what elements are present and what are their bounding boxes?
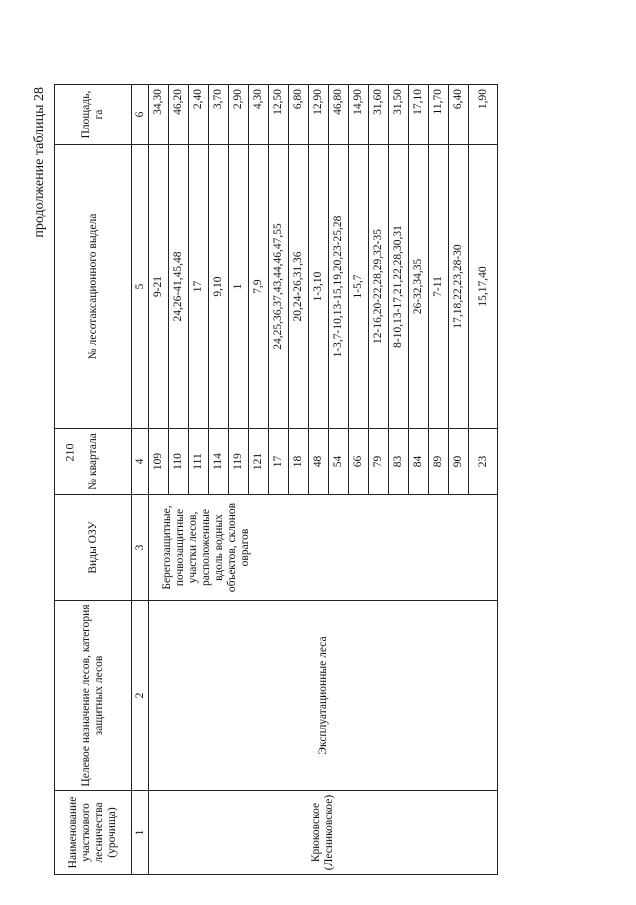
area-cell: 31,50 (389, 85, 409, 145)
plots-cell: 9,10 (209, 145, 229, 429)
header-row (55, 85, 132, 875)
plots-cell: 1-3,7-10,13-15,19,20,23-25,28 (329, 145, 349, 429)
header-quarter: № квартала (55, 429, 132, 495)
column-number: 5 (132, 145, 149, 429)
quarter-cell: 17 (269, 429, 289, 495)
plots-cell: 12-16,20-22,28,29,32-35 (369, 145, 389, 429)
quarter-cell: 54 (329, 429, 349, 495)
area-cell: 34,30 (149, 85, 169, 145)
quarter-cell: 23 (469, 429, 498, 495)
quarter-cell: 121 (249, 429, 269, 495)
area-cell: 2,90 (229, 85, 249, 145)
header-forestry: Наименование участкового лесничества (урочища) (55, 791, 132, 875)
plots-cell: 1 (229, 145, 249, 429)
area-cell: 46,20 (169, 85, 189, 145)
quarter-cell: 119 (229, 429, 249, 495)
column-number: 3 (132, 495, 149, 601)
plots-cell: 24,25,36,37,43,44,46,47,55 (269, 145, 289, 429)
ozu-table (54, 84, 498, 875)
page-number: 210 (62, 443, 77, 462)
area-cell: 3,70 (209, 85, 229, 145)
header-ozu-type: Виды ОЗУ (55, 495, 132, 601)
plots-cell: 9-21 (149, 145, 169, 429)
header-plots: № лесотаксационного выдела (55, 145, 132, 429)
area-cell: 31,60 (369, 85, 389, 145)
plots-cell: 15,17,40 (469, 145, 498, 429)
column-number-row (132, 85, 149, 875)
quarter-cell: 89 (429, 429, 449, 495)
quarter-cell: 114 (209, 429, 229, 495)
plots-cell: 7,9 (249, 145, 269, 429)
plots-cell: 20,24-26,31,36 (289, 145, 309, 429)
column-number: 2 (132, 601, 149, 791)
plots-cell: 8-10,13-17,21,22,28,30,31 (389, 145, 409, 429)
table-body (149, 85, 498, 875)
plots-cell: 17 (189, 145, 209, 429)
area-cell: 11,70 (429, 85, 449, 145)
table-caption: продолжение таблицы 28 (32, 87, 47, 238)
quarter-cell: 66 (349, 429, 369, 495)
area-cell: 17,10 (409, 85, 429, 145)
header-purpose: Целевое назначение лесов, категория защитных лесов (55, 601, 132, 791)
quarter-cell: 79 (369, 429, 389, 495)
plots-cell: 17,18,22,23,28-30 (449, 145, 469, 429)
header-area: Площадь, га (55, 85, 132, 145)
plots-cell: 1-3,10 (309, 145, 329, 429)
area-cell: 6,80 (289, 85, 309, 145)
quarter-cell: 84 (409, 429, 429, 495)
ozu-type-cell: Берегозащитные, почвозащитные участки лесов, расположенные вдоль водных объектов, склонов оврагов (149, 495, 498, 601)
area-cell: 14,90 (349, 85, 369, 145)
area-cell: 12,90 (309, 85, 329, 145)
plots-cell: 1-5,7 (349, 145, 369, 429)
area-cell: 46,80 (329, 85, 349, 145)
quarter-cell: 18 (289, 429, 309, 495)
column-number: 1 (132, 791, 149, 875)
purpose-cell: Эксплуатационные леса (149, 601, 498, 791)
quarter-cell: 48 (309, 429, 329, 495)
table-row (149, 85, 169, 875)
plots-cell: 24,26-41,45,48 (169, 145, 189, 429)
quarter-cell: 83 (389, 429, 409, 495)
plots-cell: 26-32,34,35 (409, 145, 429, 429)
area-cell: 1,90 (469, 85, 498, 145)
quarter-cell: 110 (169, 429, 189, 495)
rotated-table-page (30, 85, 489, 875)
column-number: 4 (132, 429, 149, 495)
column-number: 6 (132, 85, 149, 145)
quarter-cell: 109 (149, 429, 169, 495)
plots-cell: 7-11 (429, 145, 449, 429)
area-cell: 12,50 (269, 85, 289, 145)
quarter-cell: 111 (189, 429, 209, 495)
quarter-cell: 90 (449, 429, 469, 495)
forestry-cell: Крюковское (Лесниковское) (149, 791, 498, 875)
area-cell: 6,40 (449, 85, 469, 145)
area-cell: 2,40 (189, 85, 209, 145)
area-cell: 4,30 (249, 85, 269, 145)
